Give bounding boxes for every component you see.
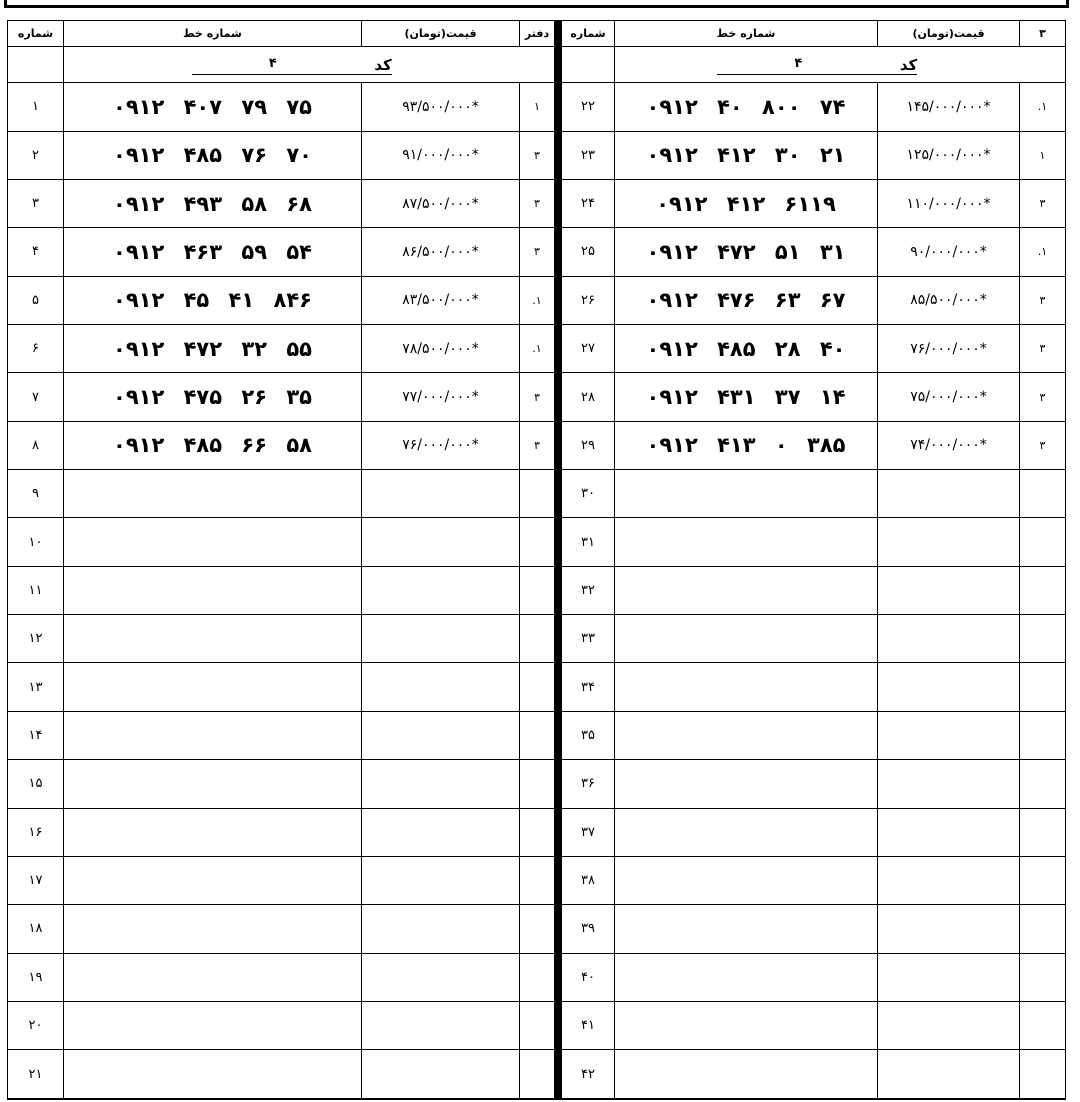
price-value [878,663,1020,711]
row-number: ۲۷ [560,324,615,372]
table-row [560,663,1066,711]
daftar-value [1020,615,1066,663]
table-row [560,83,1066,131]
price-value [878,760,1020,808]
table-row [8,760,556,808]
row-number: ۲۱ [8,1050,64,1099]
row-number: ۱۳ [8,663,64,711]
daftar-value [1020,760,1066,808]
row-number: ۱۲ [8,615,64,663]
table-row [560,470,1066,518]
row-number: ۳۳ [560,615,615,663]
row-number: ۳ [8,179,64,227]
row-number: ۴۰ [560,953,615,1001]
row-number: ۶ [8,324,64,372]
phone-number [615,615,878,663]
price-value: ۷۵/۰۰۰/۰۰۰* [878,373,1020,421]
table-row [560,760,1066,808]
phone-number [64,470,362,518]
price-value: ۹۰/۰۰۰/۰۰۰* [878,228,1020,276]
daftar-value [520,1050,556,1099]
table-row [560,566,1066,614]
daftar-value [520,1002,556,1050]
row-number: ۳۱ [560,518,615,566]
row-number: ۲۸ [560,373,615,421]
row-number: ۳۲ [560,566,615,614]
daftar-value [520,953,556,1001]
phone-number [64,711,362,759]
daftar-value [1020,1002,1066,1050]
phone-number [64,856,362,904]
row-number: ۱۸ [8,905,64,953]
price-value [878,615,1020,663]
price-value [362,566,520,614]
daftar-value: ۳ [520,228,556,276]
daftar-value [1020,470,1066,518]
table-row [8,228,556,276]
price-value [362,760,520,808]
daftar-value [520,470,556,518]
code-label: کد [899,55,918,74]
price-value [362,1002,520,1050]
daftar-value [1020,711,1066,759]
table-row [8,566,556,614]
code-cell [615,47,1020,83]
row-number: ۳۸ [560,856,615,904]
price-value [878,856,1020,904]
price-value: ۹۱/۰۰۰/۰۰۰* [362,131,520,179]
phone-number: ۰۹۱۲ ۴۷۲ ۳۲ ۵۵ [64,324,362,372]
header-price: قیمت(تومان) [362,21,520,47]
phone-number [615,953,878,1001]
phone-number: ۰۹۱۲ ۴۷۶ ۶۳ ۶۷ [615,276,878,324]
row-number: ۴۲ [560,1050,615,1099]
price-value [878,1002,1020,1050]
table-row [560,179,1066,227]
phone-number [64,615,362,663]
header-number: شماره [560,21,615,47]
phone-number [615,566,878,614]
phone-number [64,808,362,856]
row-number: ۳۹ [560,905,615,953]
row-number: ۲۵ [560,228,615,276]
header-price: قیمت(تومان) [878,21,1020,47]
phone-number: ۰۹۱۲ ۴۱۳ ۰ ۳۸۵ [615,421,878,469]
table-row [560,518,1066,566]
phone-number [64,905,362,953]
price-value [878,1050,1020,1099]
table-row [560,953,1066,1001]
daftar-value: ۱ [520,83,556,131]
phone-number: ۰۹۱۲ ۴۰ ۸۰۰ ۷۴ [615,83,878,131]
row-number: ۱۹ [8,953,64,1001]
right-table [557,20,1066,1100]
phone-number: ۰۹۱۲ ۴۱۲ ۳۰ ۲۱ [615,131,878,179]
table-row [8,421,556,469]
header-daftar: ۳ [1020,21,1066,47]
row-number: ۲۴ [560,179,615,227]
row-number: ۱۴ [8,711,64,759]
code-cell-empty [560,47,615,83]
table-row [560,373,1066,421]
price-value [362,711,520,759]
header-line: شماره خط [64,21,362,47]
price-value [362,663,520,711]
price-value: ۹۳/۵۰۰/۰۰۰* [362,83,520,131]
row-number: ۴ [8,228,64,276]
table-row [8,905,556,953]
daftar-value: ۱ [1020,131,1066,179]
price-value [362,1050,520,1099]
table-row [560,1050,1066,1099]
price-sheet [12,20,1066,1100]
table-row [560,131,1066,179]
row-number: ۲۶ [560,276,615,324]
phone-number: ۰۹۱۲ ۴۵ ۴۱ ۸۴۶ [64,276,362,324]
code-cell-end [520,47,556,83]
top-frame [4,0,1069,8]
price-value: ۷۶/۰۰۰/۰۰۰* [362,421,520,469]
phone-number [64,1050,362,1099]
phone-number [64,518,362,566]
price-value: ۷۷/۰۰۰/۰۰۰* [362,373,520,421]
daftar-value [1020,953,1066,1001]
phone-number: ۰۹۱۲ ۴۸۵ ۶۶ ۵۸ [64,421,362,469]
phone-number [615,1050,878,1099]
daftar-value [520,905,556,953]
phone-number: ۰۹۱۲ ۴۱۲ ۶۱۱۹ [615,179,878,227]
price-value: ۸۶/۵۰۰/۰۰۰* [362,228,520,276]
phone-number [615,856,878,904]
code-cell-end [1020,47,1066,83]
price-value: ۷۸/۵۰۰/۰۰۰* [362,324,520,372]
daftar-value: ۳ [1020,373,1066,421]
price-value [878,953,1020,1001]
table-row [8,131,556,179]
table-row [560,276,1066,324]
phone-number [64,760,362,808]
phone-number: ۰۹۱۲ ۴۰۷ ۷۹ ۷۵ [64,83,362,131]
table-row [8,711,556,759]
daftar-value [1020,856,1066,904]
daftar-value: ۳ [1020,421,1066,469]
phone-number [615,518,878,566]
phone-number: ۰۹۱۲ ۴۸۵ ۷۶ ۷۰ [64,131,362,179]
phone-number: ۰۹۱۲ ۴۷۲ ۵۱ ۳۱ [615,228,878,276]
row-number: ۳۰ [560,470,615,518]
table-row [560,615,1066,663]
daftar-value [1020,808,1066,856]
table-row [560,808,1066,856]
price-value: ۷۶/۰۰۰/۰۰۰* [878,324,1020,372]
price-value [362,518,520,566]
phone-number [615,470,878,518]
daftar-value [520,760,556,808]
table-row [8,615,556,663]
daftar-value [1020,518,1066,566]
price-value: ۸۷/۵۰۰/۰۰۰* [362,179,520,227]
price-value [362,615,520,663]
row-number: ۴۱ [560,1002,615,1050]
daftar-value [520,566,556,614]
table-row [560,856,1066,904]
daftar-value [520,808,556,856]
daftar-value: ۳ [520,421,556,469]
header-line: شماره خط [615,21,878,47]
table-row [8,373,556,421]
phone-number [615,663,878,711]
daftar-value [520,856,556,904]
price-value [362,470,520,518]
daftar-value: .۱ [520,324,556,372]
phone-number: ۰۹۱۲ ۴۶۳ ۵۹ ۵۴ [64,228,362,276]
phone-number [64,1002,362,1050]
row-number: ۵ [8,276,64,324]
row-number: ۱۶ [8,808,64,856]
row-number: ۸ [8,421,64,469]
header-number: شماره [8,21,64,47]
price-value: ۱۲۵/۰۰۰/۰۰۰* [878,131,1020,179]
daftar-value: .۱ [1020,228,1066,276]
price-value: ۱۱۰/۰۰۰/۰۰۰* [878,179,1020,227]
daftar-value [1020,905,1066,953]
row-number: ۲۰ [8,1002,64,1050]
row-number: ۳۴ [560,663,615,711]
table-row [560,324,1066,372]
phone-number [64,663,362,711]
price-value [362,856,520,904]
price-value [878,470,1020,518]
phone-number: ۰۹۱۲ ۴۷۵ ۲۶ ۳۵ [64,373,362,421]
daftar-value: ۳ [1020,276,1066,324]
daftar-value [520,711,556,759]
phone-number [615,760,878,808]
row-number: ۲ [8,131,64,179]
daftar-value: ۳ [520,373,556,421]
row-number: ۱ [8,83,64,131]
row-number: ۲۲ [560,83,615,131]
left-table [7,20,557,1100]
code-value: ۴ [268,55,277,71]
daftar-value: .۱ [520,276,556,324]
price-value [362,953,520,1001]
row-number: ۳۵ [560,711,615,759]
row-number: ۱۱ [8,566,64,614]
price-value [878,808,1020,856]
price-value: ۱۴۵/۰۰۰/۰۰۰* [878,83,1020,131]
table-row [8,1050,556,1099]
phone-number [615,711,878,759]
phone-number [64,566,362,614]
price-value: ۷۴/۰۰۰/۰۰۰* [878,421,1020,469]
code-cell [64,47,520,83]
row-number: ۳۶ [560,760,615,808]
phone-number: ۰۹۱۲ ۴۳۱ ۳۷ ۱۴ [615,373,878,421]
row-number: ۱۵ [8,760,64,808]
phone-number [615,905,878,953]
table-row [8,1002,556,1050]
table-row [8,663,556,711]
row-number: ۲۳ [560,131,615,179]
daftar-value [520,663,556,711]
phone-number: ۰۹۱۲ ۴۹۳ ۵۸ ۶۸ [64,179,362,227]
code-label: کد [374,55,392,74]
daftar-value: ۳ [520,179,556,227]
daftar-value [520,615,556,663]
row-number: ۹ [8,470,64,518]
price-value [362,808,520,856]
table-row [8,276,556,324]
row-number: ۷ [8,373,64,421]
price-value [878,518,1020,566]
row-number: ۱۰ [8,518,64,566]
table-row [560,905,1066,953]
phone-number: ۰۹۱۲ ۴۸۵ ۲۸ ۴۰ [615,324,878,372]
table-row [8,179,556,227]
table-row [8,856,556,904]
price-value [362,905,520,953]
header-daftar: دفتر [520,21,556,47]
daftar-value: ۳ [1020,324,1066,372]
price-value [878,905,1020,953]
daftar-value: ۳ [1020,179,1066,227]
row-number: ۱۷ [8,856,64,904]
daftar-value: .۱ [1020,83,1066,131]
price-value: ۸۳/۵۰۰/۰۰۰* [362,276,520,324]
row-number: ۲۹ [560,421,615,469]
table-row [8,808,556,856]
table-row [8,470,556,518]
price-value [878,566,1020,614]
table-row [8,953,556,1001]
code-value: ۴ [794,55,803,71]
code-cell-empty [8,47,64,83]
daftar-value [1020,566,1066,614]
row-number: ۳۷ [560,808,615,856]
table-row [8,83,556,131]
price-value: ۸۵/۵۰۰/۰۰۰* [878,276,1020,324]
daftar-value [520,518,556,566]
phone-number [615,808,878,856]
table-row [560,421,1066,469]
phone-number [615,1002,878,1050]
table-row [560,228,1066,276]
table-row [560,1002,1066,1050]
daftar-value: ۳ [520,131,556,179]
phone-number [64,953,362,1001]
price-value [878,711,1020,759]
daftar-value [1020,663,1066,711]
table-row [560,711,1066,759]
daftar-value [1020,1050,1066,1099]
table-row [8,518,556,566]
table-row [8,324,556,372]
